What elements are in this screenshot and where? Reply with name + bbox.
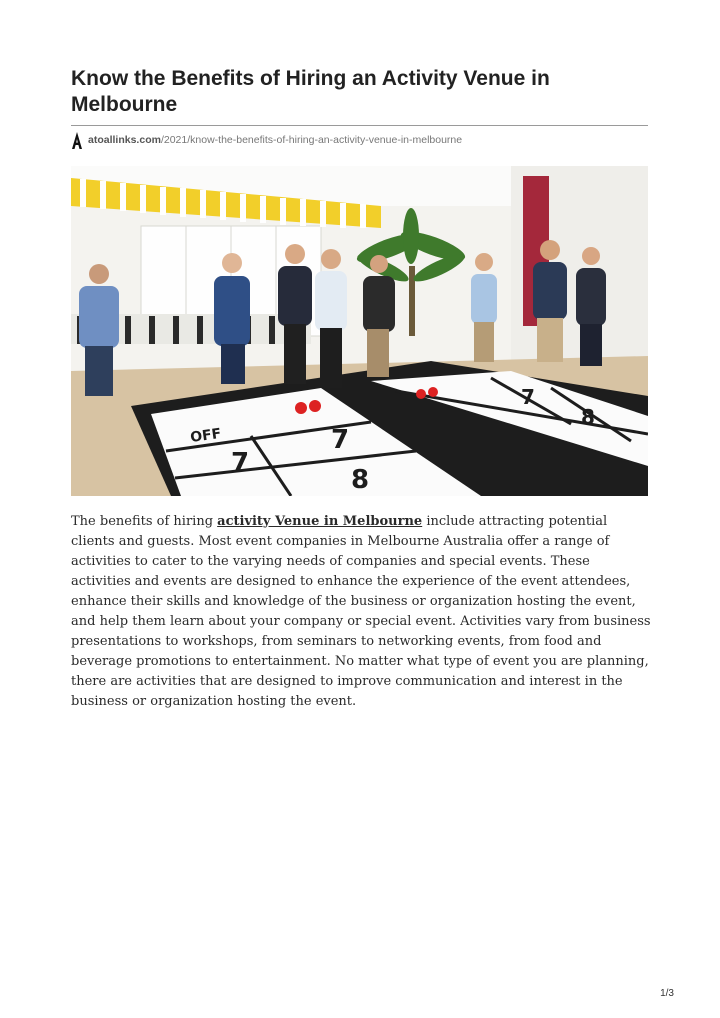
source-line bbox=[71, 130, 462, 150]
svg-text:7: 7 bbox=[331, 425, 350, 455]
source-domain-link[interactable]: atoallinks.com bbox=[88, 134, 161, 146]
svg-text:8: 8 bbox=[581, 405, 595, 429]
article-title: Know the Benefits of Hiring an Activity Venue in Melbourne bbox=[71, 67, 550, 116]
site-logo-icon bbox=[71, 132, 83, 149]
body-text-intro: The benefits of hiring bbox=[71, 514, 218, 529]
page-number: 1/3 bbox=[660, 988, 674, 999]
source-path: /2021/know-the-benefits-of-hiring-an-activity-venue-in-melbourne bbox=[160, 134, 463, 146]
svg-text:OFF: OFF bbox=[189, 425, 223, 446]
hero-image bbox=[71, 166, 648, 496]
svg-text:7: 7 bbox=[521, 385, 535, 409]
activity-venue-link[interactable]: activity Venue in Melbourne bbox=[217, 514, 423, 529]
svg-text:8: 8 bbox=[351, 465, 370, 495]
svg-text:7: 7 bbox=[231, 448, 250, 478]
photo-shuffleboard-venue-icon bbox=[71, 166, 648, 496]
body-text-main: include attracting potential clients and guests. Most event companies in Melbourne Australia offer a range of activities to cater to the varying needs of companies and special events. These activities and events are designed to enhance the experience of the event attendees, enhance their skills and knowledge of the business or organization hosting the event, and help them learn about your company or special event. Activities vary from business presentations to workshops, from seminars to networking events, from food and beverage promotions to entertainment. No matter what type of event you are planning, there are activities that are designed to improve communication and interest in the business or organization hosting the event. bbox=[71, 514, 651, 709]
title-divider bbox=[71, 125, 648, 126]
article-body bbox=[71, 512, 651, 712]
